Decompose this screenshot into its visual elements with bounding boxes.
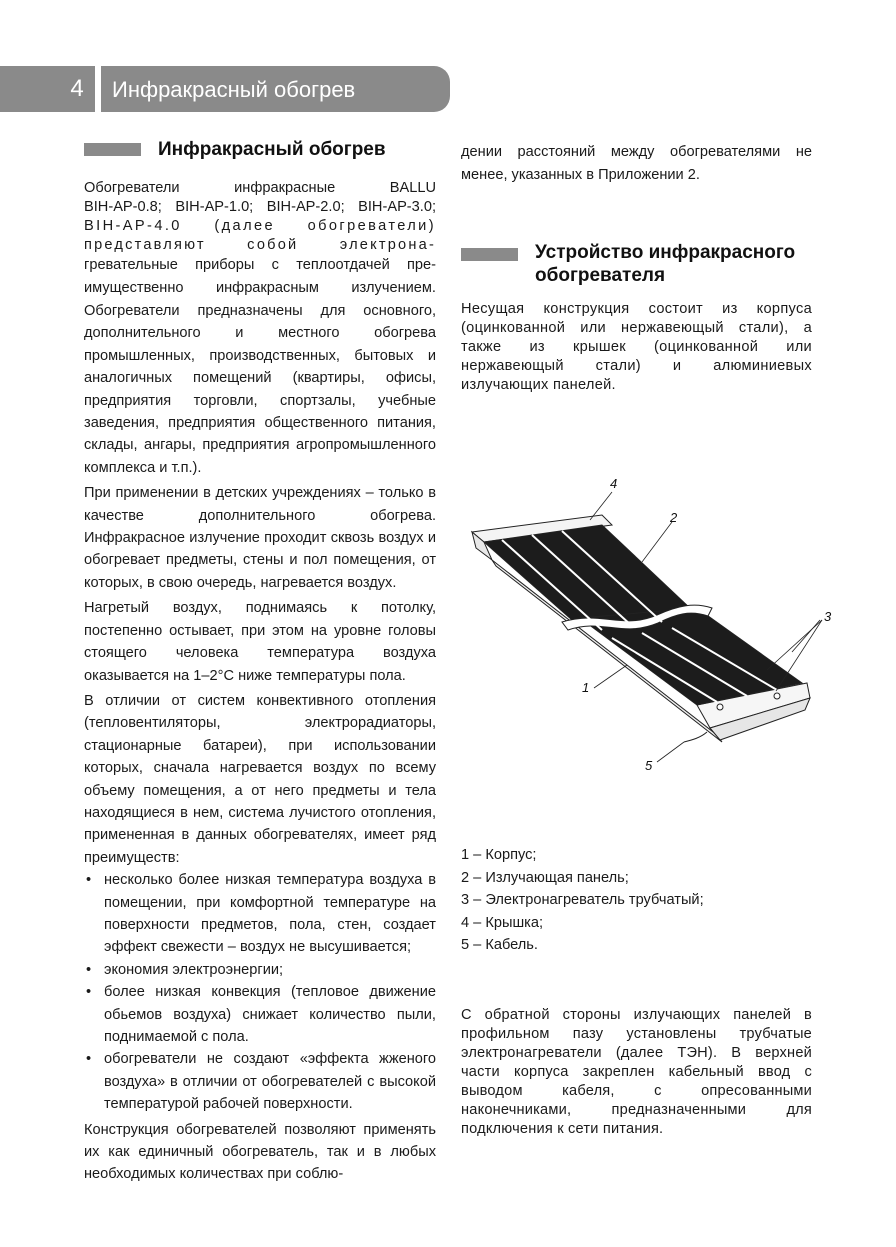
intro-line: Обогреватели инфракрасные BALLU — [84, 180, 436, 196]
label-4: 4 — [610, 476, 618, 491]
list-item — [84, 959, 436, 981]
advantages-list — [84, 869, 436, 1115]
intro-paragraph-lines — [84, 179, 436, 300]
paragraph: Нагретый воздух, поднимаясь к потолку, постепенно остывает, при этом на уровне головы стоящего человека температура воздуха оказывается на 1–2°C ниже температуры пола. — [84, 600, 436, 684]
section-marker — [84, 143, 141, 156]
list-item-text: обогреватели не создают «эффекта жженого воздуха» в отличии от обогревателей с высокой температурой рабочей поверхности. — [104, 1051, 436, 1113]
list-item-text: более низкая конвекция (тепловое движение обьемов воздуха) снижает количество пыли, поднимаемой с пола. — [104, 984, 436, 1045]
legend-item: 5 – Кабель. — [461, 937, 538, 954]
label-5: 5 — [645, 758, 653, 773]
label-3: 3 — [824, 609, 832, 624]
figure-legend — [461, 844, 704, 957]
section-title — [535, 241, 795, 287]
header-separator — [95, 66, 101, 112]
list-item-text: несколько более низкая температура воздуха в помещении, при комфортной температуре на поверхности предметов, пола, стен, создает эффект свежести – воздух не высушивается; — [104, 872, 436, 956]
intro-line: представляют собой электрона- — [84, 237, 436, 253]
heater-body — [472, 515, 810, 742]
list-item-text: экономия электроэнергии; — [104, 961, 284, 978]
list-item — [84, 981, 436, 1048]
bullet: • — [86, 984, 92, 1001]
section-title-line: обогревателя — [535, 265, 666, 286]
left-column — [84, 179, 436, 1189]
heater-paragraph — [461, 1006, 812, 1142]
bullet: • — [86, 872, 92, 889]
structure-text: Несущая конструкция состоит из корпуса (оцинкованной или нержавеющый стали), а также из крышек (оцинкованной или нержавеющый стали) и алюминиевых излучающих панелей. — [461, 301, 812, 393]
legend-item: 3 – Электронагреватель трубчатый; — [461, 892, 704, 909]
legend-item: 1 – Корпус; — [461, 847, 537, 863]
intro-line: гревательные приборы с теплоотдачей пре- — [84, 257, 436, 273]
label-1: 1 — [582, 680, 590, 695]
legend-item: 4 – Крышка; — [461, 914, 544, 931]
header-title: Инфракрасный обогрев — [112, 77, 356, 102]
list-item — [84, 869, 436, 959]
intro-line: BIH-AP-4.0 (далее обогреватели) — [84, 218, 436, 234]
paragraph: В отличии от систем конвективного отопления (тепловентиляторы, электрорадиаторы, стационарные батареи), при использовании которых, сначала нагревается воздух по всему объему помещения, а от него предметы и тела находящиеся в нем, система лучистого отопления, примененная в данных обогревателях, имеет ряд преимуществ: — [84, 692, 436, 866]
bullet: • — [86, 1051, 92, 1068]
intro-line: имущественно инфракрасным излучением. — [84, 280, 436, 296]
label-2: 2 — [670, 510, 678, 525]
intro-line: BIH-AP-0.8; BIH-AP-1.0; BIH-AP-2.0; BIH-AP-3.0; — [84, 199, 436, 215]
section-marker — [461, 248, 518, 261]
heater-text: С обратной стороны излучающих панелей в профильном пазу установлены трубчатые электронагреватели (далее ТЭН). В верхней части корпуса закреплен кабельный ввод с выводом кабеля, с опресованными наконечниками, предназначенными для подключения к сети питания. — [461, 1007, 812, 1137]
legend-item: 2 – Излучающая панель; — [461, 869, 629, 886]
structure-paragraph — [461, 300, 812, 398]
purpose-paragraph: Обогреватели предназначены для основного, дополнительного и местного обогрева промышленных, производственных, бытовых и аналогичных помещений (квартиры, офисы, предприятия торговли, спортзалы, учебные заведения, предприятия общественного питания, склады, ангары, предприятия агропромышленного комплекса и т.п.). — [84, 303, 436, 476]
section-title: Инфракрасный обогрев — [158, 139, 386, 160]
heater-diagram — [462, 470, 842, 780]
paragraph: Конструкция обогревателей позволяют применять их как единичный обогреватель, так и в любых необходимых количествах при соблю- — [84, 1121, 436, 1183]
paragraph: При применении в детских учреждениях – только в качестве дополнительного обогрева. Инфракрасное излучение проходит сквозь воздух и обогревает предметы, стены и пол помещения, от которых, в свою очередь, нагревается воздух. — [84, 485, 436, 591]
bullet: • — [86, 961, 92, 978]
continuation-paragraph — [461, 141, 812, 190]
section-title-line: Устройство инфракрасного — [535, 242, 796, 263]
page-number: 4 — [70, 75, 84, 102]
list-item — [84, 1048, 436, 1115]
continuation-text: дении расстояний между обогревателями не менее, указанных в Приложении 2. — [461, 144, 812, 183]
